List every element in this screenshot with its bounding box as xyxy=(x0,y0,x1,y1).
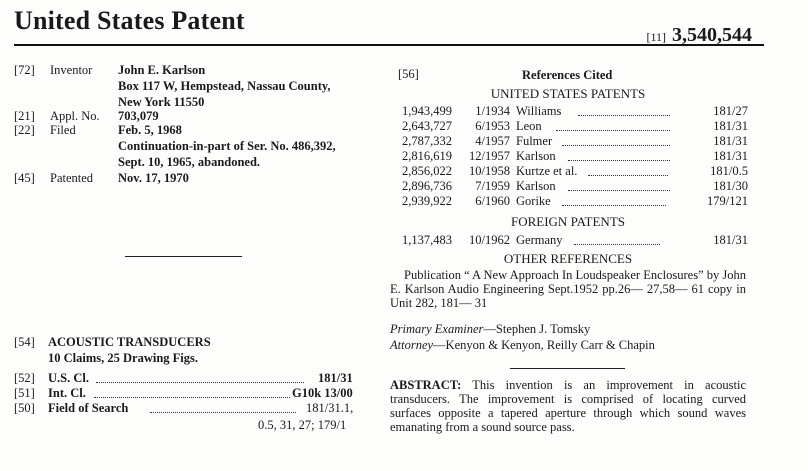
abstract-text: This invention is an improvement in acoustic transducers. The improvement is comprised of locating curved surfaces opposite a tapered aperture through which sound waves emanating from a sound source pass. xyxy=(390,378,746,434)
examiner-label: Primary Examiner xyxy=(390,322,484,336)
appl-value: 703,079 xyxy=(118,109,159,123)
inventor-name: John E. Karlson xyxy=(118,63,206,77)
us-patent-number: 2,787,332 xyxy=(402,134,452,148)
us-patent-row xyxy=(390,164,748,179)
foreign-patent-number: 1,137,483 xyxy=(402,233,452,247)
us-patent-date: 1/1934 xyxy=(475,104,510,118)
inventor-address-2: New York 11550 xyxy=(118,95,205,109)
foreign-patent-name: Germany xyxy=(516,233,563,247)
us-patent-row xyxy=(390,179,748,194)
uscl-leader xyxy=(96,370,304,383)
search-leader xyxy=(150,400,296,413)
intcl-value: G10k 13/00 xyxy=(292,386,353,400)
foreign-patent-row xyxy=(390,233,748,248)
us-patent-class: 181/27 xyxy=(713,104,748,118)
foreign-patent-leader xyxy=(574,233,660,245)
filed-date: Feb. 5, 1968 xyxy=(118,123,182,137)
us-patent-row xyxy=(390,104,748,119)
abstract xyxy=(390,378,746,434)
us-patent-name: Leon xyxy=(516,119,542,133)
patented-value: Nov. 17, 1970 xyxy=(118,171,189,185)
uscl-value: 181/31 xyxy=(318,371,353,385)
us-patent-name: Williams xyxy=(516,104,562,118)
claims-count: 10 Claims, 25 Drawing Figs. xyxy=(48,351,198,365)
inventor-label: Inventor xyxy=(50,63,93,77)
refs-title: References Cited xyxy=(522,68,613,82)
inventor-code: [72] xyxy=(14,63,35,77)
us-patents-list xyxy=(390,104,748,214)
title-code: [54] xyxy=(14,335,35,349)
other-references-heading: OTHER REFERENCES xyxy=(503,251,633,266)
attorney-name: —Kenyon & Kenyon, Reilly Carr & Chapin xyxy=(433,338,655,352)
us-patent-class: 181/31 xyxy=(713,119,748,133)
attorney-label: Attorney xyxy=(390,338,434,352)
intcl-code: [51] xyxy=(14,386,35,400)
appl-label: Appl. No. xyxy=(50,109,100,123)
us-patent-name: Kurtze et al. xyxy=(516,164,578,178)
us-patent-date: 10/1958 xyxy=(469,164,510,178)
refs-code: [56] xyxy=(398,67,419,81)
primary-examiner xyxy=(390,322,590,336)
filed-label: Filed xyxy=(50,123,76,137)
examiner-name: —Stephen J. Tomsky xyxy=(483,322,591,336)
us-patent-number: 2,939,922 xyxy=(402,194,452,208)
attorney xyxy=(390,338,655,352)
patent-title: United States Patent xyxy=(14,6,245,35)
uscl-code: [52] xyxy=(14,371,35,385)
patented-label: Patented xyxy=(50,171,94,185)
us-patent-leader xyxy=(562,134,670,146)
us-patent-date: 6/1960 xyxy=(475,194,510,208)
us-patent-date: 7/1959 xyxy=(475,179,510,193)
patent-number-value: 3,540,544 xyxy=(672,24,752,46)
inventor-address-1: Box 117 W, Hempstead, Nassau County, xyxy=(118,79,331,93)
appl-code: [21] xyxy=(14,109,35,123)
us-patent-number: 2,896,736 xyxy=(402,179,452,193)
us-patent-class: 181/0.5 xyxy=(710,164,748,178)
left-divider xyxy=(125,256,242,257)
filed-continuation-1: Continuation-in-part of Ser. No. 486,392, xyxy=(118,139,336,153)
us-patent-date: 6/1953 xyxy=(475,119,510,133)
us-patent-leader xyxy=(588,164,668,176)
us-patent-class: 181/31 xyxy=(713,134,748,148)
us-patents-heading: UNITED STATES PATENTS xyxy=(490,86,646,101)
us-patent-number: 2,816,619 xyxy=(402,149,452,163)
uscl-label: U.S. Cl. xyxy=(48,371,89,385)
foreign-patent-date: 10/1962 xyxy=(469,233,510,247)
filed-code: [22] xyxy=(14,123,35,137)
search-code: [50] xyxy=(14,401,35,415)
us-patent-name: Karlson xyxy=(516,149,556,163)
us-patent-name: Fulmer xyxy=(516,134,553,148)
us-patent-name: Gorike xyxy=(516,194,551,208)
us-patent-row xyxy=(390,119,748,134)
publication-reference: Publication “ A New Approach In Loudspeaker Enclosures” by John E. Karlson Audio Engineering Sept.1952 pp.26— 27,58— 61 copy in Unit 282, 181— 31 xyxy=(390,268,746,310)
us-patent-leader xyxy=(568,149,670,161)
us-patent-leader xyxy=(568,179,670,191)
filed-continuation-2: Sept. 10, 1965, abandoned. xyxy=(118,155,261,169)
us-patent-number: 2,856,022 xyxy=(402,164,452,178)
intcl-label: Int. Cl. xyxy=(48,386,86,400)
search-value-2: 0.5, 31, 27; 179/1 xyxy=(258,418,347,432)
us-patent-leader xyxy=(578,104,670,116)
intcl-leader xyxy=(94,385,290,398)
us-patent-name: Karlson xyxy=(516,179,556,193)
search-value-1: 181/31.1, xyxy=(306,401,354,415)
right-divider xyxy=(510,368,625,369)
us-patent-date: 12/1957 xyxy=(469,149,510,163)
search-label: Field of Search xyxy=(48,401,129,415)
us-patent-row xyxy=(390,149,748,164)
us-patent-leader xyxy=(556,119,670,131)
us-patent-number: 2,643,727 xyxy=(402,119,452,133)
us-patent-row xyxy=(390,134,748,149)
foreign-patents-heading: FOREIGN PATENTS xyxy=(510,214,625,229)
us-patent-class: 181/31 xyxy=(713,149,748,163)
patent-number-code: [11] xyxy=(646,30,666,44)
us-patent-row xyxy=(390,194,748,209)
us-patent-class: 179/121 xyxy=(707,194,748,208)
us-patent-date: 4/1957 xyxy=(475,134,510,148)
us-patent-leader xyxy=(562,194,666,206)
us-patent-number: 1,943,499 xyxy=(402,104,452,118)
patented-code: [45] xyxy=(14,171,35,185)
header-rule xyxy=(14,44,764,46)
foreign-patent-class: 181/31 xyxy=(713,233,748,247)
invention-title: ACOUSTIC TRANSDUCERS xyxy=(48,335,211,349)
us-patent-class: 181/30 xyxy=(713,179,748,193)
abstract-label: ABSTRACT: xyxy=(390,378,462,392)
